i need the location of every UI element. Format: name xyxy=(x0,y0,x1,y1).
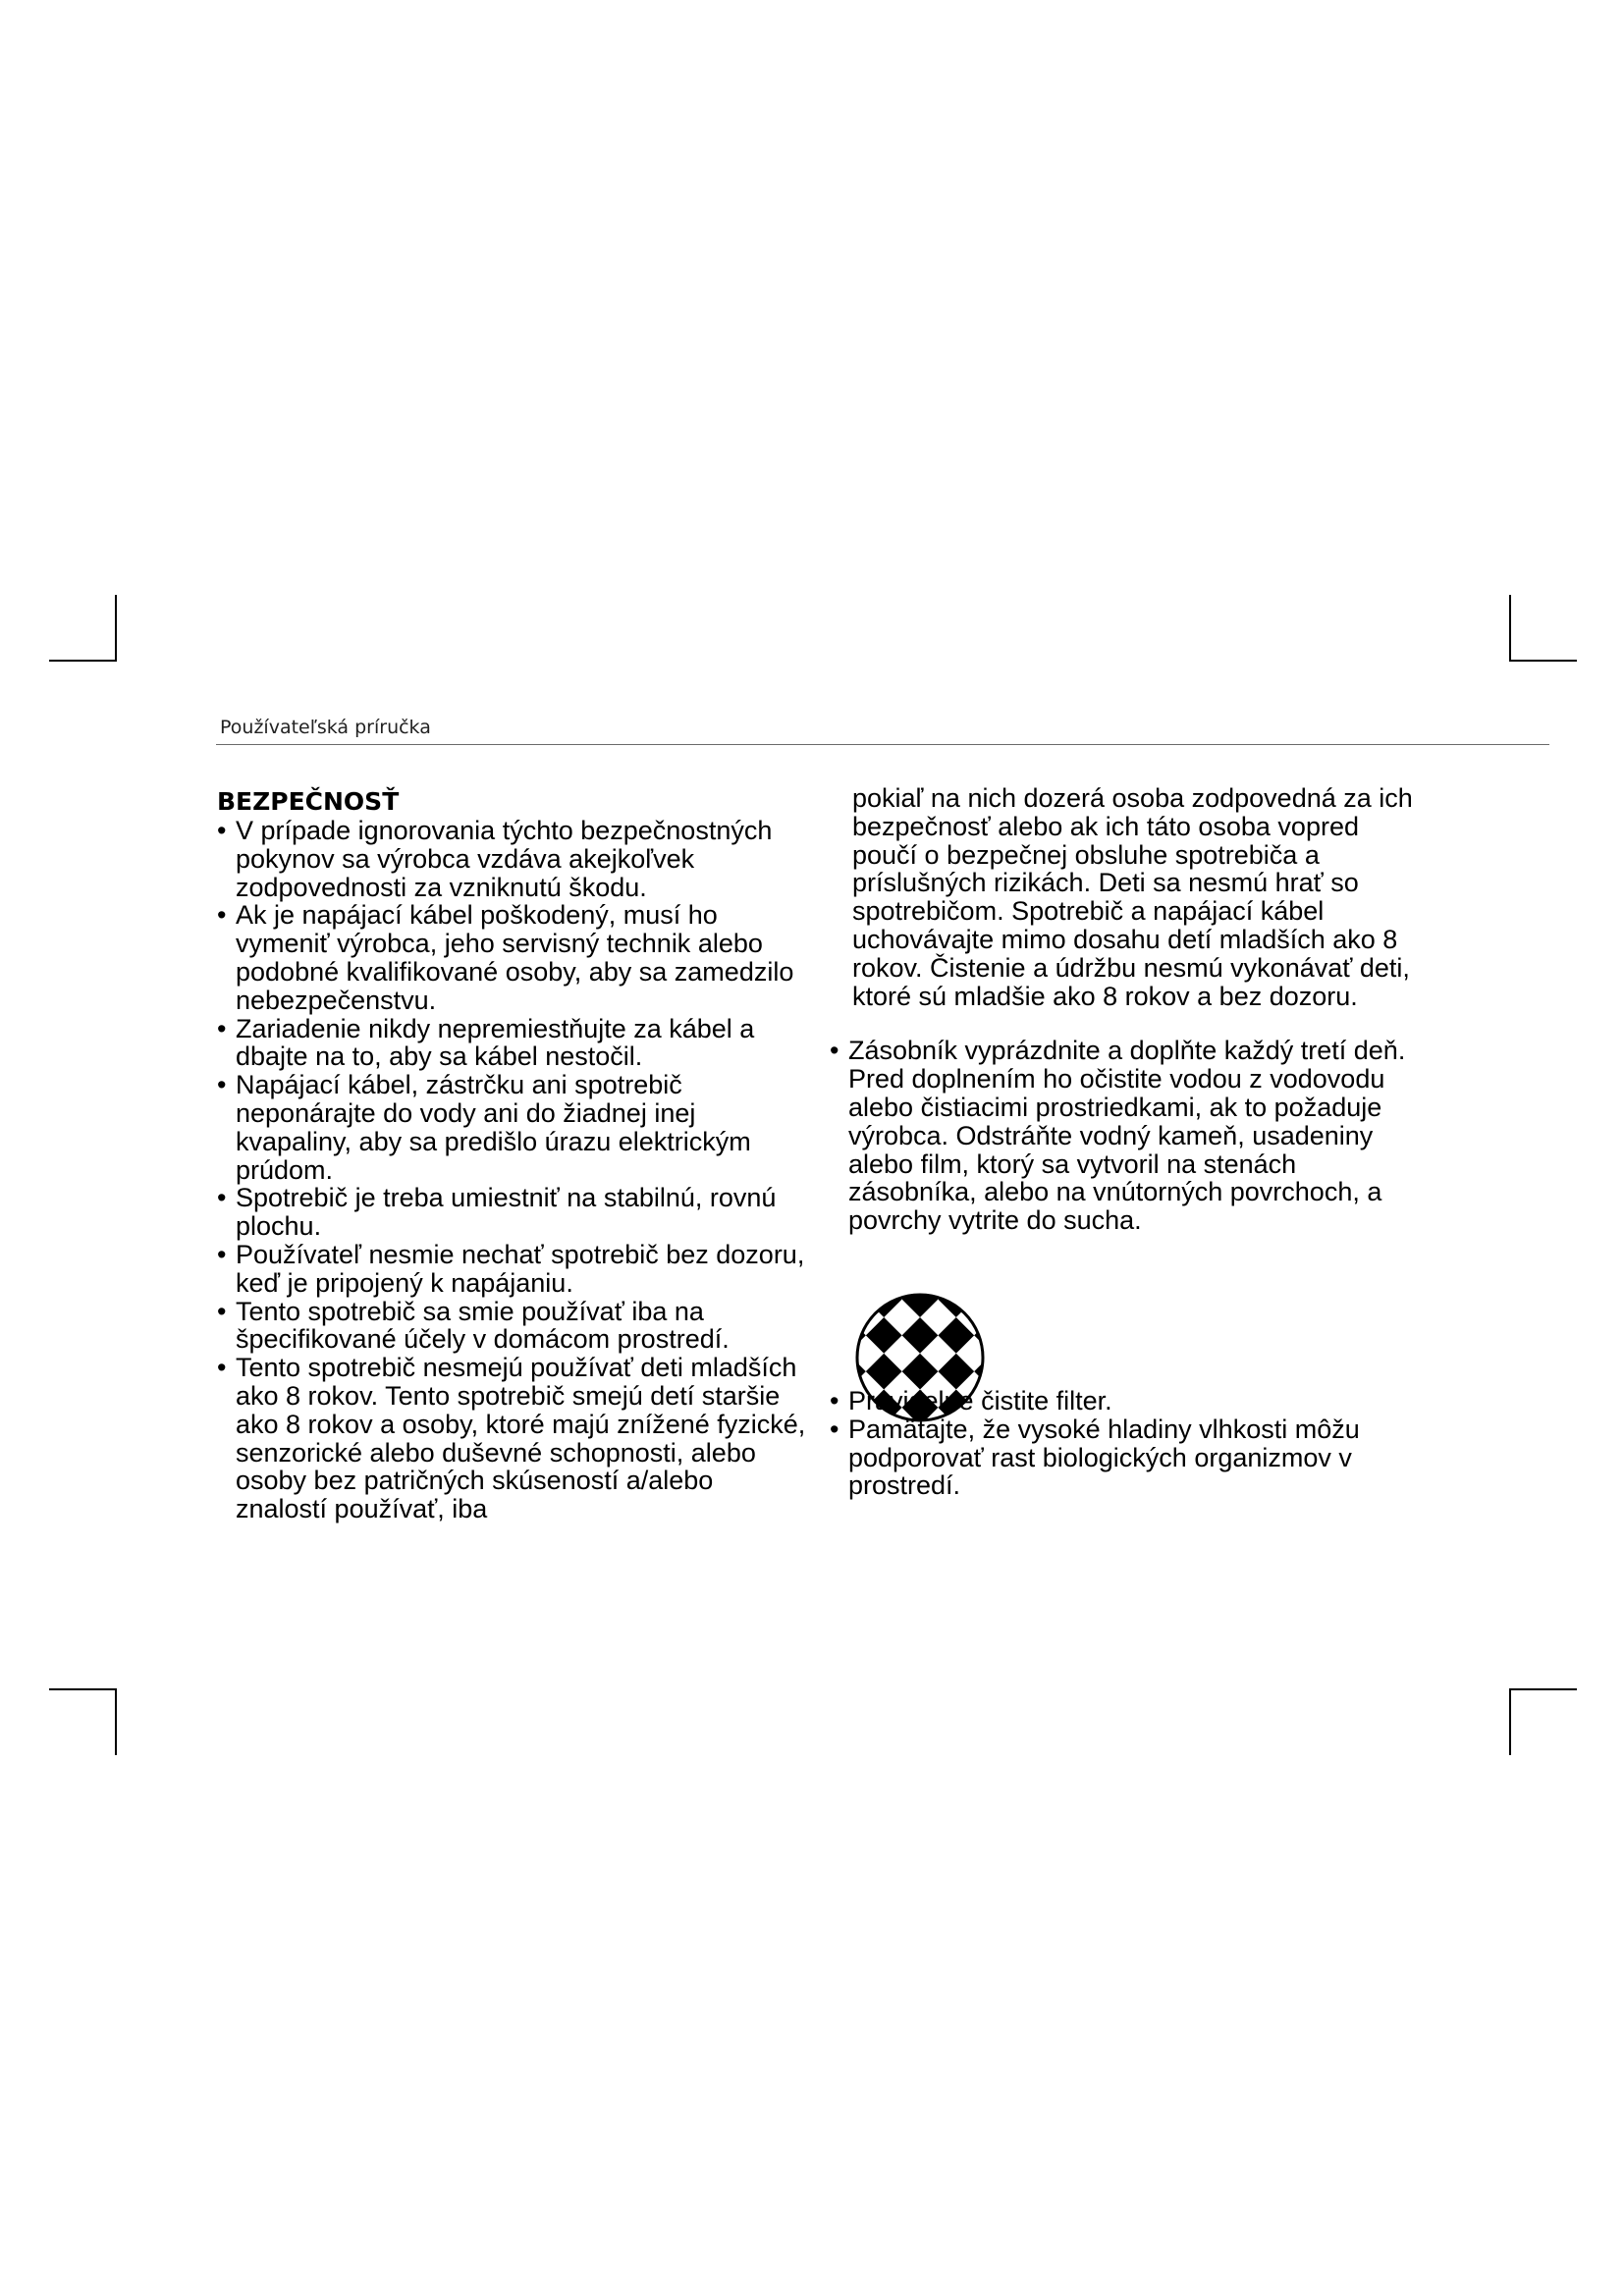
crop-mark xyxy=(1510,1688,1577,1690)
crop-mark xyxy=(115,595,117,662)
left-column xyxy=(217,787,806,1523)
list-item: • V prípade ignorovania týchto bezpečnostných pokynov sa výrobca vzdáva akejkoľvek zodpovednosti za vzniknutú škodu. xyxy=(217,817,806,901)
list-item: • Tento spotrebič nesmejú používať deti mladších ako 8 rokov. Tento spotrebič smejú detí staršie ako 8 rokov a osoby, ktoré majú znížené fyzické, senzorické alebo duševné schopnosti, alebo osoby bez patričných skúseností a/alebo znalostí používať, iba xyxy=(217,1354,806,1523)
maintenance-list xyxy=(830,1037,1419,1235)
section-heading: BEZPEČNOSŤ xyxy=(217,787,400,816)
crop-mark xyxy=(1509,595,1511,662)
running-header: Používateľská príručka xyxy=(220,717,431,738)
list-item: • Zariadenie nikdy nepremiestňujte za kábel a dbajte na to, aby sa kábel nestočil. xyxy=(217,1015,806,1072)
crop-mark xyxy=(115,1688,117,1755)
list-item: • Používateľ nesmie nechať spotrebič bez dozoru, keď je pripojený k napájaniu. xyxy=(217,1241,806,1298)
crop-mark xyxy=(49,660,116,662)
list-item: • Napájací kábel, zástrčku ani spotrebič neponárajte do vody ani do žiadnej inej kvapaliny, aby sa predišlo úrazu elektrickým prúdom. xyxy=(217,1071,806,1184)
crop-mark xyxy=(49,1688,116,1690)
continued-paragraph: pokiaľ na nich dozerá osoba zodpovedná za ich bezpečnosť alebo ak ich táto osoba vopred poučí o bezpečnej obsluhe spotrebiča a príslušných rizikách. Deti sa nesmú hrať so spotrebičom. Spotrebič a napájací kábel uchovávajte mimo dosahu detí mladších ako 8 rokov. Čistenie a údržbu nesmú vykonávať deti, ktoré sú mladšie ako 8 rokov a bez dozoru. xyxy=(852,783,1413,1011)
safety-list xyxy=(217,817,806,1523)
right-column xyxy=(830,784,1419,1235)
list-item: • Zásobník vyprázdnite a doplňte každý tretí deň. Pred doplnením ho očistite vodou z vodovodu alebo čistiacimi prostriedkami, ak to požaduje výrobca. Odstráňte vodný kameň, usadeniny alebo film, ktorý sa vytvoril na stenách zásobníka, alebo na vnútorných povrchoch, a povrchy vytrite do sucha. xyxy=(830,1037,1419,1235)
crop-mark xyxy=(1510,660,1577,662)
crop-mark xyxy=(1509,1688,1511,1755)
header-rule xyxy=(216,744,1549,745)
list-item: • Pamätajte, že vysoké hladiny vlhkosti môžu podporovať rast biologických organizmov v prostredí. xyxy=(830,1415,1438,1500)
filter-notes xyxy=(830,1387,1438,1500)
list-item: • Tento spotrebič sa smie používať iba na špecifikované účely v domácom prostredí. xyxy=(217,1298,806,1355)
list-item: • Spotrebič je treba umiestniť na stabilnú, rovnú plochu. xyxy=(217,1184,806,1241)
list-item: • Ak je napájací kábel poškodený, musí ho vymeniť výrobca, jeho servisný technik alebo podobné kvalifikované osoby, aby sa zamedzilo nebezpečenstvu. xyxy=(217,901,806,1014)
filter-list xyxy=(830,1387,1438,1500)
list-item: • Pravidelne čistite filter. xyxy=(830,1387,1438,1415)
